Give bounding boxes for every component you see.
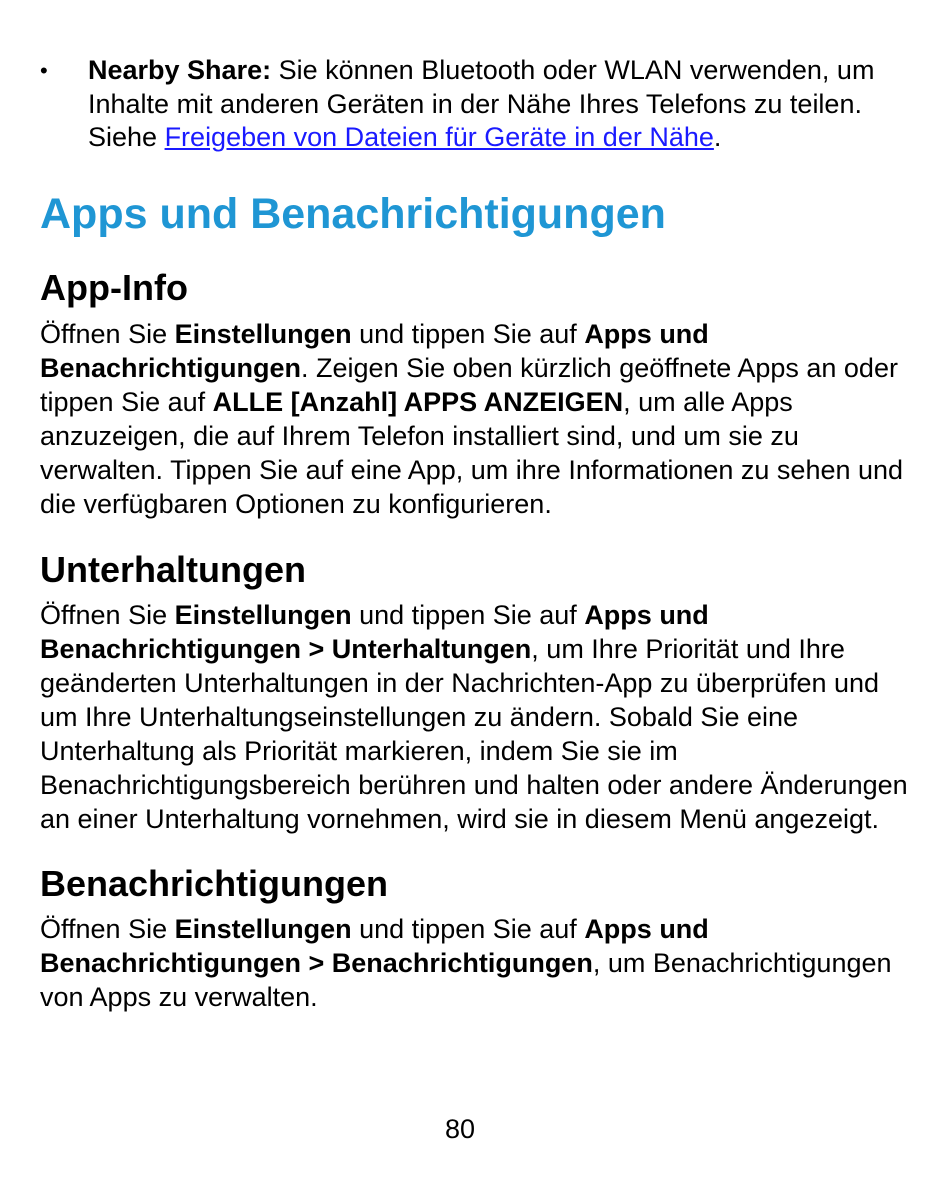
section-app-info [40, 267, 920, 521]
section-unterhaltungen [40, 549, 920, 836]
nearby-share-link[interactable]: Freigeben von Dateien für Geräte in der Nähe [164, 122, 714, 152]
bullet-item-nearby-share [40, 54, 920, 155]
bullet-body-after-link: . [713, 122, 722, 152]
bullet-text [88, 54, 920, 155]
text-run: und tippen Sie auf [351, 913, 585, 944]
text-run: Öffnen Sie [40, 599, 175, 630]
text-run: . Zeigen Sie oben kürzlich geöffnete Apps an oder tippen Sie auf [40, 352, 898, 417]
text-run: und tippen Sie auf [351, 318, 585, 349]
text-run: , um Ihre Priorität und Ihre geänderten Unterhaltungen in der Nachrichten-App zu überprüfen und um Ihre Unterhaltungseinstellungen zu ändern. Sobald Sie eine Unterhaltung als Priorität markieren, indem Sie sie im Benachrichtigungsbereich berühren und halten oder andere Änderungen an einer Unterhaltung vornehmen, wird sie in diesem Menü angezeigt. [40, 633, 908, 834]
bold-run: Einstellungen [174, 599, 352, 630]
section-heading-unterhaltungen: Unterhaltungen [40, 548, 306, 590]
bullet-body-before-link: Sie können Bluetooth oder WLAN verwenden, um Inhalte mit anderen Geräten in der Nähe Ihres Telefons zu teilen. Siehe [88, 55, 875, 152]
document-page [40, 54, 920, 1014]
bold-run: Apps und Benachrichtigungen > Benachrichtigungen [40, 913, 709, 978]
text-run: Öffnen Sie [40, 318, 175, 349]
bold-run: ALLE [Anzahl] APPS ANZEIGEN [212, 386, 624, 417]
bullet-term: Nearby Share: [88, 55, 272, 85]
text-run: und tippen Sie auf [351, 599, 585, 630]
main-heading: Apps und Benachrichtigungen [40, 189, 666, 238]
page-number: 80 [444, 1114, 476, 1144]
section-heading-app-info: App-Info [40, 266, 188, 308]
paragraph-unterhaltungen [40, 598, 920, 836]
bold-run: Einstellungen [174, 913, 352, 944]
bullet-symbol: • [40, 58, 48, 83]
text-run: , um Benachrichtigungen von Apps zu verwalten. [40, 947, 892, 1012]
text-run: , um alle Apps anzuzeigen, die auf Ihrem Telefon installiert sind, und um sie zu verwalten. Tippen Sie auf eine App, um ihre Informationen zu sehen und die verfügbaren Optionen zu konfigurieren. [40, 386, 904, 519]
bold-run: Apps und Benachrichtigungen > Unterhaltungen [40, 599, 709, 664]
section-heading-benachrichtigungen: Benachrichtigungen [40, 862, 389, 904]
bold-run: Apps und Benachrichtigungen [40, 318, 709, 383]
text-run: Öffnen Sie [40, 913, 175, 944]
paragraph-app-info [40, 317, 920, 521]
bold-run: Einstellungen [174, 318, 352, 349]
paragraph-benachrichtigungen [40, 912, 920, 1014]
section-benachrichtigungen [40, 863, 920, 1014]
